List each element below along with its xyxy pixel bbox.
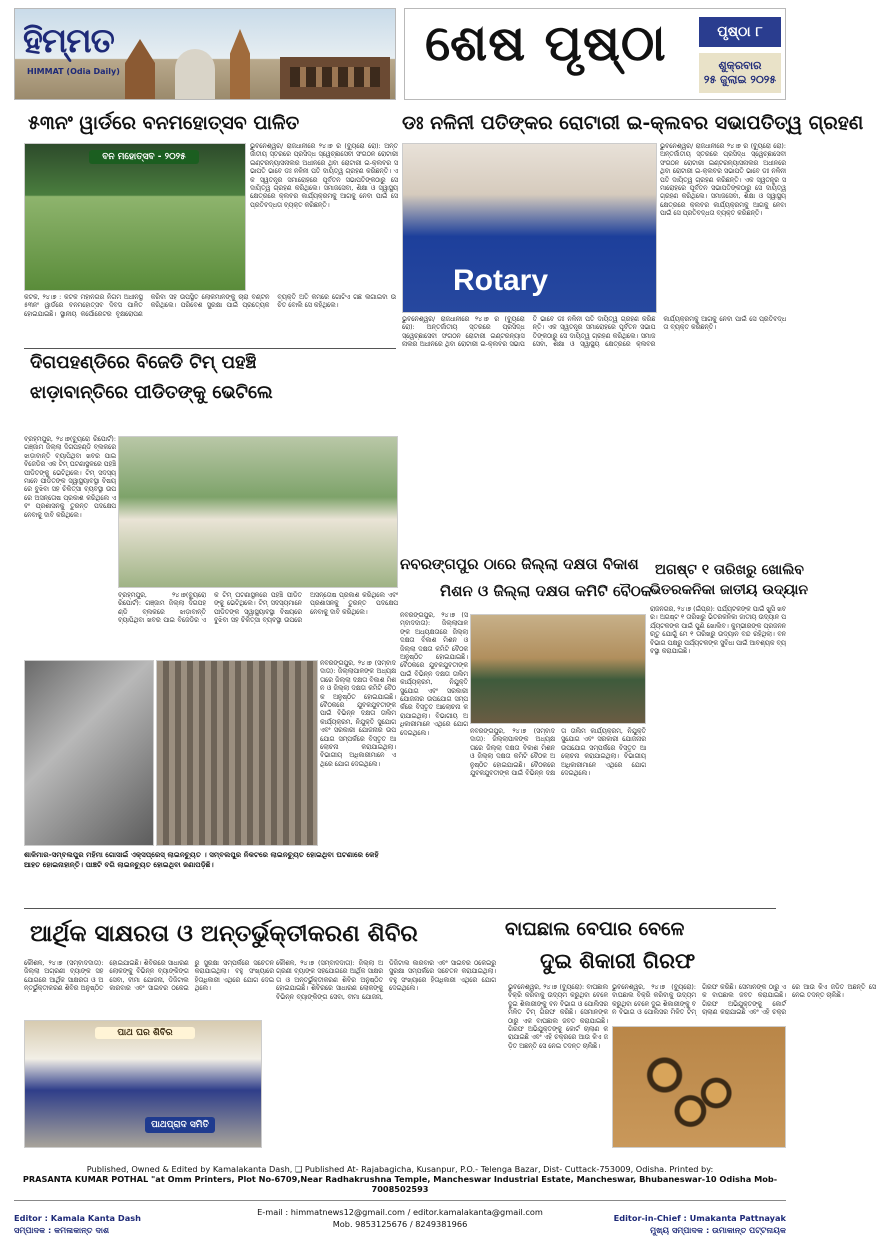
story-photo [402,143,657,313]
masthead [14,8,786,100]
story-body-continued: ଭୁବନେଶ୍ୱର, ୨୪।୭ (ବ୍ୟୁରୋ): ବାଘଛାଲ ବିକ୍ରି କରିବାକୁ ଉଦ୍ୟମ କରୁଥିବା ବେଳେ ଦୁଇ ଶିକାରୀଙ୍କୁ ବନ ବିଭାଗ ଓ ପୋଲିସର ମିଳିତ ଟିମ୍ ଗିରଫ କରିଛି। ସେମାନଙ୍କ ଠାରୁ ଏକ ବାଘଛାଲ ଜବତ କରାଯାଇଛି। ଗିରଫ ଅଭିଯୁକ୍ତଙ୍କୁ କୋର୍ଟ ଚାଲାଣ କରାଯାଇଛି ଏବଂ ଏହି ଚକ୍ରରେ ଆଉ କିଏ ଜଡ଼ିତ ଅଛନ୍ତି ସେ ନେଇ ତଦନ୍ତ ଚାଲିଛି। [612,984,876,1017]
rail-accident-photo [156,660,318,846]
photo-board: ପାଥପ୍ରାଦ ସମିତି [145,1117,215,1133]
story-headline: ୫୩ନଂ ୱାର୍ଡରେ ବନମହୋତ୍ସବ ପାଳିତ [28,112,300,134]
printer-info: PRASANTA KUMAR POTHAL "at Omm Printers, Plot No-6709,Near Radhakrushna Temple, Mancheswar Industrial Estate, Mancheswar, Bhubaneswar-10 Odisha Mob-7008502593 [22,1174,778,1194]
story-body: କଟକ, ୨୪।୭ : କଟକ ମହାନଗର ନିଗମ ଅଧୀନସ୍ଥ ୫୩ନଂ ୱାର୍ଡରେ ବନମହୋତ୍ସବ ଦିବସ ପାଳିତ ହୋଇଯାଇଛି। ସ୍ଥାନୀୟ କର୍ପୋରେଟର ବୃକ୍ଷରୋପଣ କରିବା ସହ ଉପସ୍ଥିତ ଲୋକମାନଙ୍କୁ ଚାରା ବଣ୍ଟନ କରିଥିଲେ। ପରିବେଶ ସୁରକ୍ଷା ପାଇଁ ପ୍ରତ୍ୟେକ ବ୍ୟକ୍ତି ଅତି କମରେ ଗୋଟିଏ ଗଛ ଲଗାଇବା ଉଚିତ ବୋଲି ସେ କହିଥିଲେ। [24,294,396,318]
story-body-continued: ନବରଙ୍ଗପୁର, ୨୪।୭ (ସମ୍ବାଦଦାତା): ଜିଲ୍ଲାପାଳଙ୍କ ଅଧ୍ୟକ୍ଷତାରେ ଜିଲ୍ଲା ଦକ୍ଷତା ବିକାଶ ମିଶନ ଓ ଜିଲ୍ଲା ଦକ୍ଷତା କମିଟି ବୈଠକ ଅନୁଷ୍ଠିତ ହୋଇଯାଇଛି। ବୈଠକରେ ଯୁବକଯୁବତୀଙ୍କ ପାଇଁ ବିଭିନ୍ନ ଦକ୍ଷତା ତାଲିମ କାର୍ଯ୍ୟକ୍ରମ, ନିଯୁକ୍ତି ସୁଯୋଗ ଏବଂ ସରକାରୀ ଯୋଜନାର ଉପଯୋଗ ସମ୍ପର୍କରେ ବିସ୍ତୃତ ଆଲୋଚନା କରାଯାଇଥିଲା। ବିଭାଗୀୟ ଅଧିକାରୀମାନେ ଏଥିରେ ଯୋଗ ଦେଇଥିଲେ। [320,660,396,768]
story-body: କୌଶଳ, ୨୪।୭ (ସମ୍ବାଦଦାତା): ଜିଲ୍ଲା ଅଗ୍ରଣୀ ବ୍ୟାଙ୍କ ସହଯୋଗରେ ଆର୍ଥିକ ସାକ୍ଷରତା ଓ ଅନ୍ତର୍ଭୁକ୍ତୀକରଣ ଶିବିର ଅନୁଷ୍ଠିତ ହୋଇଯାଇଛି। ଶିବିରରେ ସାଧାରଣ ଲୋକଙ୍କୁ ବିଭିନ୍ନ ବ୍ୟାଙ୍କିଙ୍ଗ ସେବା, ବୀମା ଯୋଜନା, ଡିଜିଟାଲ କାରବାର ଏବଂ ସାଇବର ଠକେଇରୁ ସୁରକ୍ଷା ସମ୍ପର୍କରେ ସଚେତନ କରାଯାଇଥିଲା। ବହୁ ସଂଖ୍ୟାରେ ହିତାଧିକାରୀ ଏଥିରେ ଯୋଗ ଦେଇଥିଲେ। [24,960,274,993]
rotary-banner-text: Rotary [453,264,549,297]
editor-in-chief-credit [614,1212,786,1236]
story-headline: ଆର୍ଥିକ ସାକ୍ଷରତା ଓ ଅନ୍ତର୍ଭୁକ୍ତୀକରଣ ଶିବିର [30,920,418,947]
story-body: ବ୍ରହ୍ମପୁର, ୨୪।୭(ବ୍ୟୁରୋ ରିପୋର୍ଟ): ଗଞ୍ଜାମ ଜିଲ୍ଲା ଦିଗପହଣ୍ଡି ବ୍ଲକରେ ଝାଡ଼ାବାନ୍ତି ବ୍ୟାପିଥିବା ଖବର ପାଇ ବିଜେଡିର ଏକ ଟିମ୍ ଘଟଣାସ୍ଥଳରେ ପହଞ୍ଚି ପୀଡିତଙ୍କୁ ଭେଟିଥିଲେ। ଟିମ୍ ସଦସ୍ୟମାନେ ପୀଡିତଙ୍କ ସ୍ୱାସ୍ଥ୍ୟାବସ୍ଥା ବିଷୟରେ ବୁଝିବା ସହ ଚିକିତ୍ସା ବ୍ୟବସ୍ଥା ଉପରେ ଅସନ୍ତୋଷ ପ୍ରକାଶ କରିଥିଲେ ଏବଂ ପ୍ରଶାସନକୁ ତୁରନ୍ତ ପଦକ୍ଷେପ ନେବାକୁ ଦାବି କରିଥିଲେ। [24,436,116,519]
story-photo [118,436,398,588]
photo-caption: ଶାଳିମାର-ସମ୍ବଲପୁର ମହିମା ଗୋସାଇଁ ଏକ୍ସପ୍ରେସ୍ ଲାଇନଚ୍ୟୁତ । ସମ୍ବଲପୁର ନିକଟରେ ଲାଇନଚ୍ୟୁତ ହୋଇଥିବା ଘଟଣାରେ କେହି ଆହତ ହୋଇନାହାନ୍ତି। ପାଞ୍ଚଟି ବଗି ଲାଇନଚ୍ୟୁତ ହୋଇଥିବା ଜଣାପଡ଼ିଛି। [24,850,379,869]
tiger-skin-photo [612,1026,786,1148]
story-headline: ନବରଙ୍ଗପୁର ଠାରେ ଜିଲ୍ଲା ଦକ୍ଷତା ବିକାଶ [400,555,639,573]
section-title-box [404,8,786,100]
story-photo [470,614,646,724]
photo-banner: ପାଥ ଘର ଶିବିର [95,1027,195,1039]
story-body: ରାଜନଗର, ୨୪।୭ (ଇଁପ୍ର): ପର୍ଯ୍ୟଟକଙ୍କ ପାଇଁ ଖୁସି ଖବର। ଅଗଷ୍ଟ ୧ ତାରିଖରୁ ଭିତରକନିକା ଜାତୀୟ ଉଦ୍ୟାନ ପର୍ଯ୍ୟଟକଙ୍କ ପାଇଁ ପୁଣି ଖୋଲିବ। କୁମ୍ଭୀରଙ୍କ ପ୍ରଜନନ ଋତୁ ଯୋଗୁଁ ମେ ୧ ତାରିଖରୁ ଉଦ୍ୟାନ ବନ୍ଦ ରହିଥିଲା। ବନ ବିଭାଗ ପକ୍ଷରୁ ପର୍ଯ୍ୟଟକଙ୍କ ସୁବିଧା ପାଇଁ ଆବଶ୍ୟକ ବ୍ୟବସ୍ଥା କରାଯାଇଛି। [650,606,787,656]
day-label: ଶୁକ୍ରବାର [718,59,762,72]
footer [0,1160,800,1258]
publisher-info: Published, Owned & Edited by Kamalakanta Dash, ❑ Published At- Rajabagicha, Kusanpur, P.O.- Telenga Bazar, Dist- Cuttack-753009, Odisha. Printed by: [86,1164,714,1174]
rail-accident-photo [24,660,154,846]
photo-banner: ବନ ମହୋତ୍ସବ - ୨୦୨୫ [89,150,199,164]
email-text: E-mail : himmatnews12@gmail.com / editor.kamalakanta@gmail.com [257,1207,543,1217]
page-label: ପୃଷ୍ଠା [717,24,751,40]
story-body-continued: ଭୁବନେଶ୍ୱର/ ରାଜଧାନୀରେ ୨୪।୭ ର (ବ୍ୟୁରୋ ରୋ): ଅନ୍ତର୍ଜାତୀୟ ସ୍ତରରେ ପ୍ରସିଦ୍ଧ ସ୍ୱେଚ୍ଛାସେବୀ ସଂଗଠନ ରୋଟାରୀ ଇଣ୍ଟରନ୍ୟାସନାଲର ଅଧୀନରେ ଥିବା ରୋଟାରୀ ଇ-କ୍ଲବର ସଭାପତି ଭାବେ ଡଃ ନଳିନୀ ପତି ଦାୟିତ୍ୱ ଗ୍ରହଣ କରିଛନ୍ତି। ଏକ ସ୍ୱତନ୍ତ୍ର ସମାରୋହରେ ପୂର୍ବତନ ସଭାପତିଙ୍କଠାରୁ ସେ ଦାୟିତ୍ୱ ଗ୍ରହଣ କରିଥିଲେ। ସମାଜସେବା, ଶିକ୍ଷା ଓ ସ୍ୱାସ୍ଥ୍ୟ କ୍ଷେତ୍ରରେ କ୍ଲବର କାର୍ଯ୍ୟକ୍ରମକୁ ଆଗକୁ ନେବା ପାଇଁ ସେ ପ୍ରତିବଦ୍ଧତା ବ୍ୟକ୍ତ କରିଛନ୍ତି। [402,316,786,349]
divider [24,348,396,349]
story-headline: ବାଘଛାଲ ବେପାର ବେଳେ [505,918,685,940]
story-headline: ଝାଡ଼ାବାନ୍ତିରେ ପୀଡିତଙ୍କୁ ଭେଟିଲେ [30,382,273,403]
story-body: ଭୁବନେଶ୍ୱର/ ରାଜଧାନୀରେ ୨୪।୭ ର (ବ୍ୟୁରୋ ରୋ): ଅନ୍ତର୍ଜାତୀୟ ସ୍ତରରେ ପ୍ରସିଦ୍ଧ ସ୍ୱେଚ୍ଛାସେବୀ ସଂଗଠନ ରୋଟାରୀ ଇଣ୍ଟରନ୍ୟାସନାଲର ଅଧୀନରେ ଥିବା ରୋଟାରୀ ଇ-କ୍ଲବର ସଭାପତି ଭାବେ ଡଃ ନଳିନୀ ପତି ଦାୟିତ୍ୱ ଗ୍ରହଣ କରିଛନ୍ତି। ଏକ ସ୍ୱତନ୍ତ୍ର ସମାରୋହରେ ପୂର୍ବତନ ସଭାପତିଙ୍କଠାରୁ ସେ ଦାୟିତ୍ୱ ଗ୍ରହଣ କରିଥିଲେ। ସମାଜସେବା, ଶିକ୍ଷା ଓ ସ୍ୱାସ୍ଥ୍ୟ କ୍ଷେତ୍ରରେ କ୍ଲବର କାର୍ଯ୍ୟକ୍ରମକୁ ଆଗକୁ ନେବା ପାଇଁ ସେ ପ୍ରତିବଦ୍ଧତା ବ୍ୟକ୍ତ କରିଛନ୍ତି। [250,143,398,209]
mobile-text: Mob. 9853125676 / 8249381966 [332,1219,468,1229]
editor-in-chief-name: Editor-in-Chief : Umakanta Pattnayak [613,1213,786,1223]
monument-graphic [280,57,390,99]
editor-name-odia: ସମ୍ପାଦକ : କମଳାକାନ୍ତ ଦାଶ [14,1225,110,1235]
story-headline: ଦିଗପହଣ୍ଡିରେ ବିଜେଡି ଟିମ୍ ପହଞ୍ଚି [30,352,257,373]
page-number: ୮ [755,24,763,40]
temple-graphic [115,39,165,99]
story-headline: ଦୁଇ ଶିକାରୀ ଗିରଫ [540,948,696,973]
story-headline: ମିଶନ ଓ ଜିଲ୍ଲା ଦକ୍ଷତା କମିଟି ବୈଠକ [440,582,652,600]
story-body-continued: ବ୍ରହ୍ମପୁର, ୨୪।୭(ବ୍ୟୁରୋ ରିପୋର୍ଟ): ଗଞ୍ଜାମ ଜିଲ୍ଲା ଦିଗପହଣ୍ଡି ବ୍ଲକରେ ଝାଡ଼ାବାନ୍ତି ବ୍ୟାପିଥିବା ଖବର ପାଇ ବିଜେଡିର ଏକ ଟିମ୍ ଘଟଣାସ୍ଥଳରେ ପହଞ୍ଚି ପୀଡିତଙ୍କୁ ଭେଟିଥିଲେ। ଟିମ୍ ସଦସ୍ୟମାନେ ପୀଡିତଙ୍କ ସ୍ୱାସ୍ଥ୍ୟାବସ୍ଥା ବିଷୟରେ ବୁଝିବା ସହ ଚିକିତ୍ସା ବ୍ୟବସ୍ଥା ଉପରେ ଅସନ୍ତୋଷ ପ୍ରକାଶ କରିଥିଲେ ଏବଂ ପ୍ରଶାସନକୁ ତୁରନ୍ତ ପଦକ୍ଷେପ ନେବାକୁ ଦାବି କରିଥିଲେ। [118,592,398,625]
story-photo [24,1020,262,1148]
story-body: ନବରଙ୍ଗପୁର, ୨୪।୭ (ସମ୍ବାଦଦାତା): ଜିଲ୍ଲାପାଳଙ୍କ ଅଧ୍ୟକ୍ଷତାରେ ଜିଲ୍ଲା ଦକ୍ଷତା ବିକାଶ ମିଶନ ଓ ଜିଲ୍ଲା ଦକ୍ଷତା କମିଟି ବୈଠକ ଅନୁଷ୍ଠିତ ହୋଇଯାଇଛି। ବୈଠକରେ ଯୁବକଯୁବତୀଙ୍କ ପାଇଁ ବିଭିନ୍ନ ଦକ୍ଷତା ତାଲିମ କାର୍ଯ୍ୟକ୍ରମ, ନିଯୁକ୍ତି ସୁଯୋଗ ଏବଂ ସରକାରୀ ଯୋଜନାର ଉପଯୋଗ ସମ୍ପର୍କରେ ବିସ୍ତୃତ ଆଲୋଚନା କରାଯାଇଥିଲା। ବିଭାଗୀୟ ଅଧିକାରୀମାନେ ଏଥିରେ ଯୋଗ ଦେଇଥିଲେ। [400,612,468,737]
newspaper-logo: ହିମ୍ମତ [23,21,114,61]
story-body-continued: ନବରଙ୍ଗପୁର, ୨୪।୭ (ସମ୍ବାଦଦାତା): ଜିଲ୍ଲାପାଳଙ୍କ ଅଧ୍ୟକ୍ଷତାରେ ଜିଲ୍ଲା ଦକ୍ଷତା ବିକାଶ ମିଶନ ଓ ଜିଲ୍ଲା ଦକ୍ଷତା କମିଟି ବୈଠକ ଅନୁଷ୍ଠିତ ହୋଇଯାଇଛି। ବୈଠକରେ ଯୁବକଯୁବତୀଙ୍କ ପାଇଁ ବିଭିନ୍ନ ଦକ୍ଷତା ତାଲିମ କାର୍ଯ୍ୟକ୍ରମ, ନିଯୁକ୍ତି ସୁଯୋଗ ଏବଂ ସରକାରୀ ଯୋଜନାର ଉପଯୋଗ ସମ୍ପର୍କରେ ବିସ୍ତୃତ ଆଲୋଚନା କରାଯାଇଥିଲା। ବିଭାଗୀୟ ଅଧିକାରୀମାନେ ଏଥିରେ ଯୋଗ ଦେଇଥିଲେ। [470,728,646,778]
editor-name: Editor : Kamala Kanta Dash [14,1213,141,1223]
story-photo [24,143,246,291]
story-body: ଭୁବନେଶ୍ୱର, ୨୪।୭ (ବ୍ୟୁରୋ): ବାଘଛାଲ ବିକ୍ରି କରିବାକୁ ଉଦ୍ୟମ କରୁଥିବା ବେଳେ ଦୁଇ ଶିକାରୀଙ୍କୁ ବନ ବିଭାଗ ଓ ପୋଲିସର ମିଳିତ ଟିମ୍ ଗିରଫ କରିଛି। ସେମାନଙ୍କ ଠାରୁ ଏକ ବାଘଛାଲ ଜବତ କରାଯାଇଛି। ଗିରଫ ଅଭିଯୁକ୍ତଙ୍କୁ କୋର୍ଟ ଚାଲାଣ କରାଯାଇଛି ଏବଂ ଏହି ଚକ୍ରରେ ଆଉ କିଏ ଜଡ଼ିତ ଅଛନ୍ତି ସେ ନେଇ ତଦନ୍ତ ଚାଲିଛି। [508,984,608,1050]
story-body-continued: ଭୁବନେଶ୍ୱର/ ରାଜଧାନୀରେ ୨୪।୭ ର (ବ୍ୟୁରୋ ରୋ): ଅନ୍ତର୍ଜାତୀୟ ସ୍ତରରେ ପ୍ରସିଦ୍ଧ ସ୍ୱେଚ୍ଛାସେବୀ ସଂଗଠନ ରୋଟାରୀ ଇଣ୍ଟରନ୍ୟାସନାଲର ଅଧୀନରେ ଥିବା ରୋଟାରୀ ଇ-କ୍ଲବର ସଭାପତି ଭାବେ ଡଃ ନଳିନୀ ପତି ଦାୟିତ୍ୱ ଗ୍ରହଣ କରିଛନ୍ତି। ଏକ ସ୍ୱତନ୍ତ୍ର ସମାରୋହରେ ପୂର୍ବତନ ସଭାପତିଙ୍କଠାରୁ ସେ ଦାୟିତ୍ୱ ଗ୍ରହଣ କରିଥିଲେ। ସମାଜସେବା, ଶିକ୍ଷା ଓ ସ୍ୱାସ୍ଥ୍ୟ କ୍ଷେତ୍ରରେ କ୍ଲବର କାର୍ଯ୍ୟକ୍ରମକୁ ଆଗକୁ ନେବା ପାଇଁ ସେ ପ୍ରତିବଦ୍ଧତା ବ୍ୟକ୍ତ କରିଛନ୍ତି। [660,143,786,218]
divider [14,1200,786,1201]
page-number-badge [699,17,781,47]
newspaper-logo-subtext: HIMMAT (Odia Daily) [27,67,120,76]
page-info [699,13,781,93]
temple-graphic [220,29,260,99]
story-body-continued: କୌଶଳ, ୨୪।୭ (ସମ୍ବାଦଦାତା): ଜିଲ୍ଲା ଅଗ୍ରଣୀ ବ୍ୟାଙ୍କ ସହଯୋଗରେ ଆର୍ଥିକ ସାକ୍ଷରତା ଓ ଅନ୍ତର୍ଭୁକ୍ତୀକରଣ ଶିବିର ଅନୁଷ୍ଠିତ ହୋଇଯାଇଛି। ଶିବିରରେ ସାଧାରଣ ଲୋକଙ୍କୁ ବିଭିନ୍ନ ବ୍ୟାଙ୍କିଙ୍ଗ ସେବା, ବୀମା ଯୋଜନା, ଡିଜିଟାଲ କାରବାର ଏବଂ ସାଇବର ଠକେଇରୁ ସୁରକ୍ଷା ସମ୍ପର୍କରେ ସଚେତନ କରାଯାଇଥିଲା। ବହୁ ସଂଖ୍ୟାରେ ହିତାଧିକାରୀ ଏଥିରେ ଯୋଗ ଦେଇଥିଲେ। [276,960,496,1001]
logo-banner [14,8,396,100]
story-headline: ଅଗଷ୍ଟ ୧ ତାରିଖରୁ ଖୋଲିବ [655,562,804,578]
editor-credit [14,1212,141,1236]
stupa-graphic [175,49,215,99]
editor-in-chief-name-odia: ମୁଖ୍ୟ ସମ୍ପାଦକ : ଉମାକାନ୍ତ ପଟ୍ଟନାୟକ [650,1225,786,1235]
date-label: ୨୫ ଜୁଲାଇ ୨୦୨୫ [703,73,777,86]
date-strip [699,53,781,93]
divider [24,908,776,909]
story-headline: ଭିତରକନିକା ଜାତୀୟ ଉଦ୍ୟାନ [650,582,809,598]
story-headline: ଡଃ ନଳିନୀ ପତିଙ୍କର ରୋଟାରୀ ଇ-କ୍ଲବର ସଭାପତିତ୍ୱ ଗ୍ରହଣ [402,112,864,134]
section-title: ଶେଷ ପୃଷ୍ଠା [425,13,667,72]
